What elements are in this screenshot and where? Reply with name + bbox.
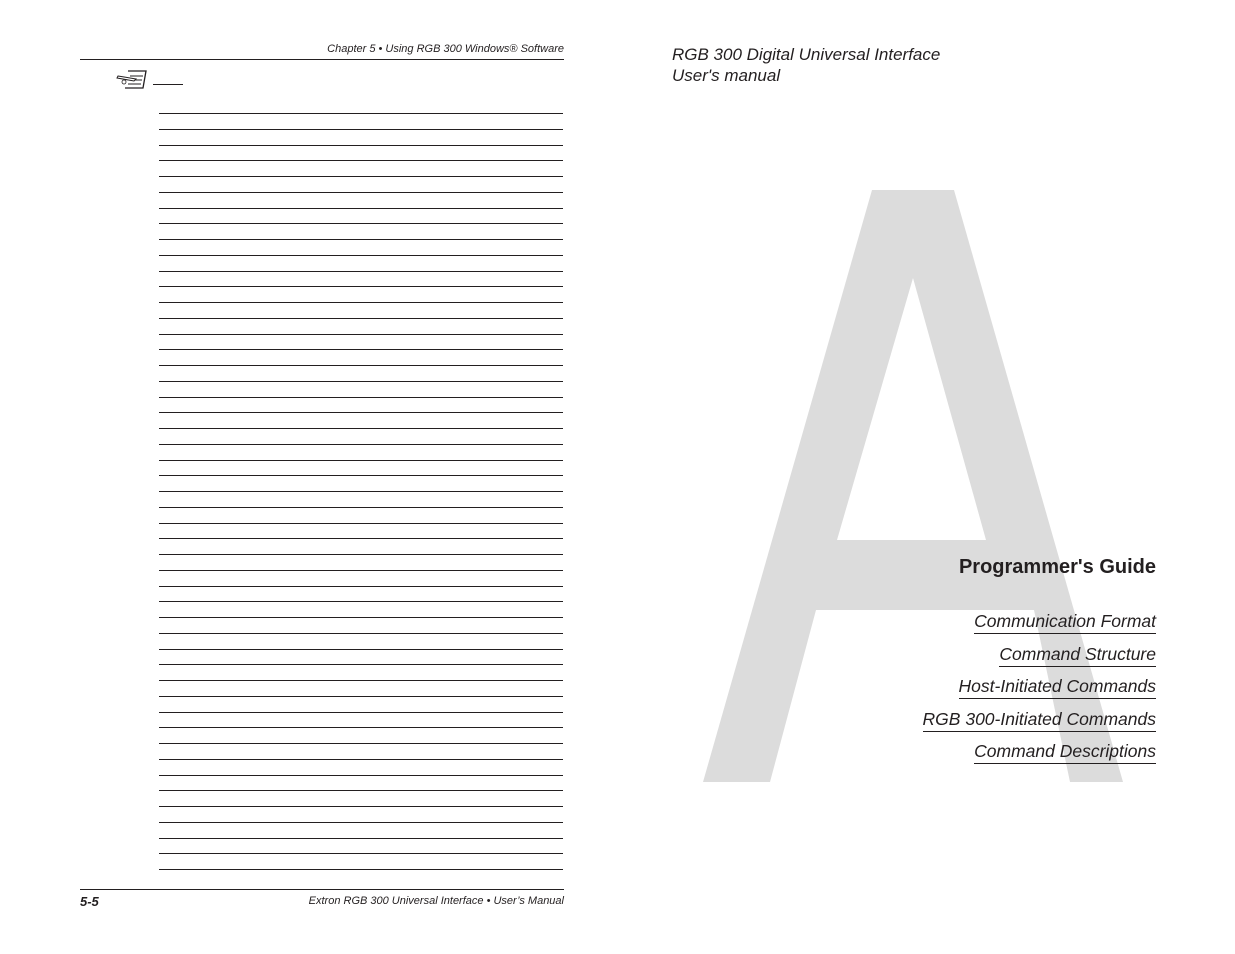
note-line [159,208,563,209]
note-line [159,129,563,130]
note-line [159,586,563,587]
note-line [159,428,563,429]
toc-item-command-structure[interactable]: Command Structure [999,644,1156,667]
note-line [159,192,563,193]
note-line [159,444,563,445]
note-line [159,507,563,508]
note-line [159,649,563,650]
note-lines [159,113,563,885]
running-header: Chapter 5 • Using RGB 300 Windows® Software [327,43,564,55]
section-title: Programmer's Guide [958,556,1156,578]
note-line [159,806,563,807]
note-line [159,696,563,697]
note-line [159,727,563,728]
note-line [159,869,563,870]
right-page [618,0,1235,954]
note-line [159,759,563,760]
appendix-letter-a [618,0,1235,954]
note-line [159,775,563,776]
note-line [159,570,563,571]
note-line [159,365,563,366]
note-line [159,176,563,177]
note-line [159,255,563,256]
note-icon-rule [153,84,183,85]
manual-title [672,44,940,86]
note-line [159,838,563,839]
header-rule [80,59,564,60]
note-line [159,617,563,618]
note-line [159,302,563,303]
note-line [159,601,563,602]
note-line [159,853,563,854]
note-line [159,113,563,114]
manual-title-line2: User's manual [672,66,781,85]
toc-list [923,611,1156,774]
note-line [159,318,563,319]
note-line [159,491,563,492]
manual-title-line1: RGB 300 Digital Universal Interface [672,45,941,64]
note-line [159,239,563,240]
note-line [159,633,563,634]
note-line [159,381,563,382]
toc-item-command-descriptions[interactable]: Command Descriptions [974,741,1156,764]
note-line [159,680,563,681]
note-line [159,554,563,555]
note-line [159,712,563,713]
note-line [159,145,563,146]
note-line [159,271,563,272]
note-line [159,286,563,287]
note-line [159,397,563,398]
note-line [159,790,563,791]
note-line [159,538,563,539]
note-line [159,523,563,524]
toc-item-communication-format[interactable]: Communication Format [974,611,1156,634]
note-line [159,664,563,665]
note-line [159,460,563,461]
note-line [159,160,563,161]
note-line [159,349,563,350]
toc-item-rgb300-initiated-commands[interactable]: RGB 300-Initiated Commands [923,709,1156,732]
page-number: 5-5 [80,894,99,909]
note-line [159,743,563,744]
note-line [159,334,563,335]
note-line [159,475,563,476]
footer-rule [80,889,564,890]
running-footer: Extron RGB 300 Universal Interface • User’s Manual [308,895,564,907]
notepad-pencil-icon [116,68,148,92]
note-line [159,822,563,823]
note-line [159,412,563,413]
toc-item-host-initiated-commands[interactable]: Host-Initiated Commands [959,676,1156,699]
note-line [159,223,563,224]
